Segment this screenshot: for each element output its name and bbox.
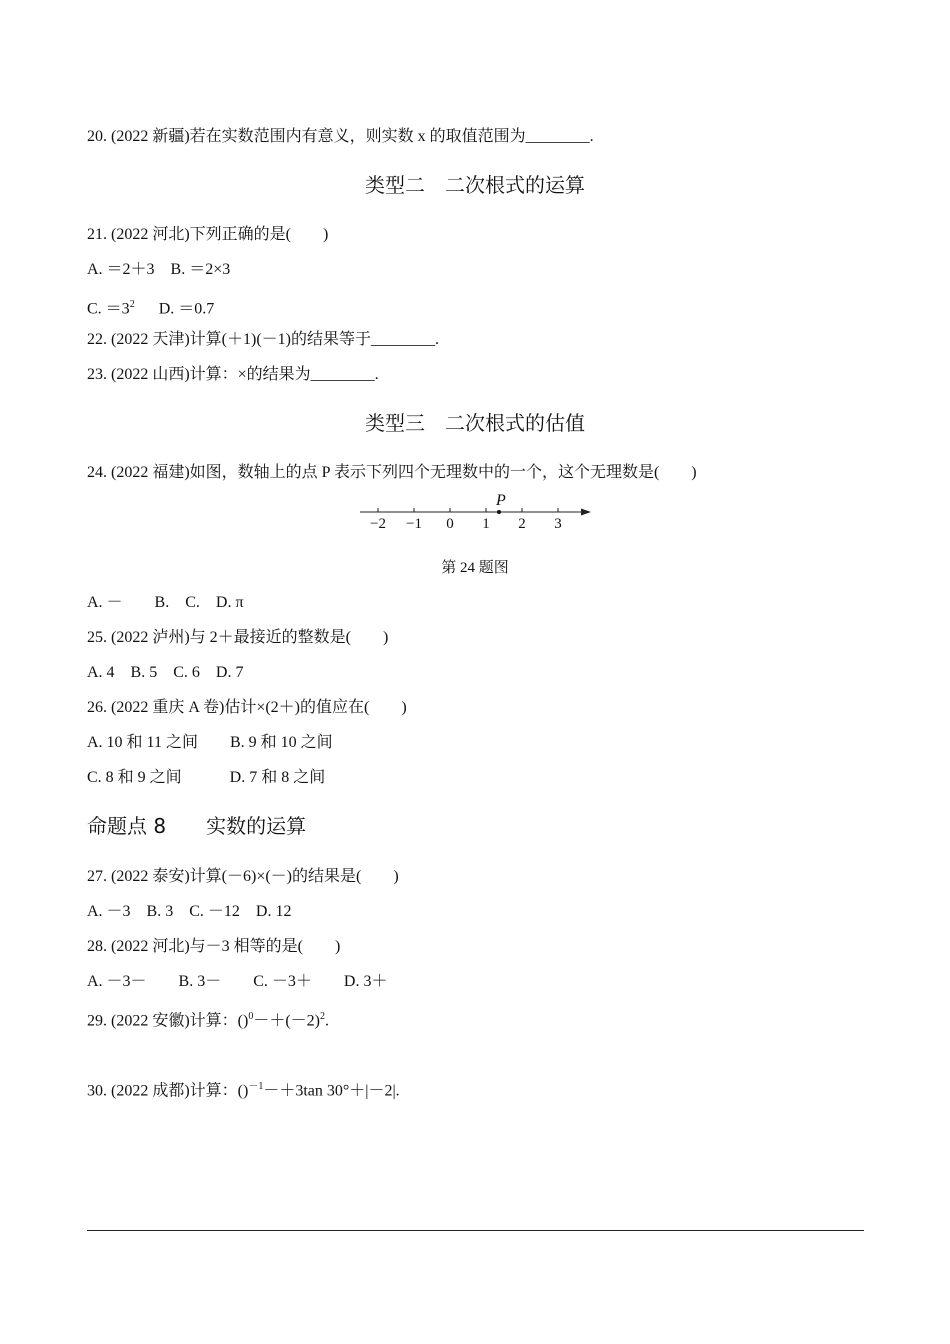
question-25: 25. (2022 泸州)与 2＋最接近的整数是( ) [87,629,389,646]
question-27-options: A. －3 B. 3 C. －12 D. 12 [87,903,292,920]
superscript: －1 [248,1081,264,1092]
superscript: 2 [129,299,135,310]
question-26-options-cd: C. 8 和 9 之间 D. 7 和 8 之间 [87,769,326,786]
number-line-arrow-icon [581,509,591,516]
option-d-text: D. ＝0.7 [134,300,215,318]
number-line-tick-label: 1 [482,516,490,532]
q29-text-a: 29. (2022 安徽)计算：() [87,1012,249,1030]
point-p-label: P [496,492,506,509]
question-21-options-cd [87,295,214,319]
question-24-options: A. － B. C. D. π [87,594,244,611]
question-29 [87,1007,329,1031]
question-28: 28. (2022 河北)与－3 相等的是( ) [87,938,341,955]
point-p-marker [497,510,501,514]
q30-text-a: 30. (2022 成都)计算：() [87,1082,249,1100]
number-line-tick-label: 3 [554,516,562,532]
question-21-options-ab: A. ＝2＋3 B. ＝2×3 [87,261,231,278]
option-c-text: C. ＝3 [87,300,130,318]
number-line-tick-label: −2 [370,516,386,532]
q29-text-c: . [325,1012,329,1030]
figure-caption-24: 第 24 题图 [441,560,509,576]
question-26-options-ab: A. 10 和 11 之间 B. 9 和 10 之间 [87,734,333,751]
question-20: 20. (2022 新疆)若在实数范围内有意义，则实数 x 的取值范围为________. [87,128,594,145]
heading-type-two: 类型二 二次根式的运算 [365,173,585,197]
question-27: 27. (2022 泰安)计算(－6)×(－)的结果是( ) [87,868,399,885]
superscript: 0 [248,1011,254,1022]
q29-text-b: －＋(－2) [253,1012,320,1030]
question-25-options: A. 4 B. 5 C. 6 D. 7 [87,664,244,681]
section-heading-8: 命题点 8 实数的运算 [87,814,307,838]
number-line-tick-label: 2 [518,516,526,532]
question-28-options: A. －3－ B. 3－ C. －3＋ D. 3＋ [87,973,388,990]
question-22: 22. (2022 天津)计算(＋1)(－1)的结果等于________. [87,331,439,348]
superscript: 2 [320,1011,325,1022]
number-line-figure [355,490,595,532]
number-line-tick-label: 0 [446,516,454,532]
question-26: 26. (2022 重庆 A 卷)估计×(2＋)的值应在( ) [87,699,407,716]
q30-text-b: －＋3tan 30°＋|－2|. [263,1082,400,1100]
question-24: 24. (2022 福建)如图，数轴上的点 P 表示下列四个无理数中的一个，这个无理数是( ) [87,464,697,481]
question-21: 21. (2022 河北)下列正确的是( ) [87,226,329,243]
heading-type-three: 类型三 二次根式的估值 [365,411,585,435]
question-30 [87,1077,400,1101]
number-line-tick-label: −1 [406,516,422,532]
footer-divider [87,1230,864,1231]
question-23: 23. (2022 山西)计算：×的结果为________. [87,366,379,383]
